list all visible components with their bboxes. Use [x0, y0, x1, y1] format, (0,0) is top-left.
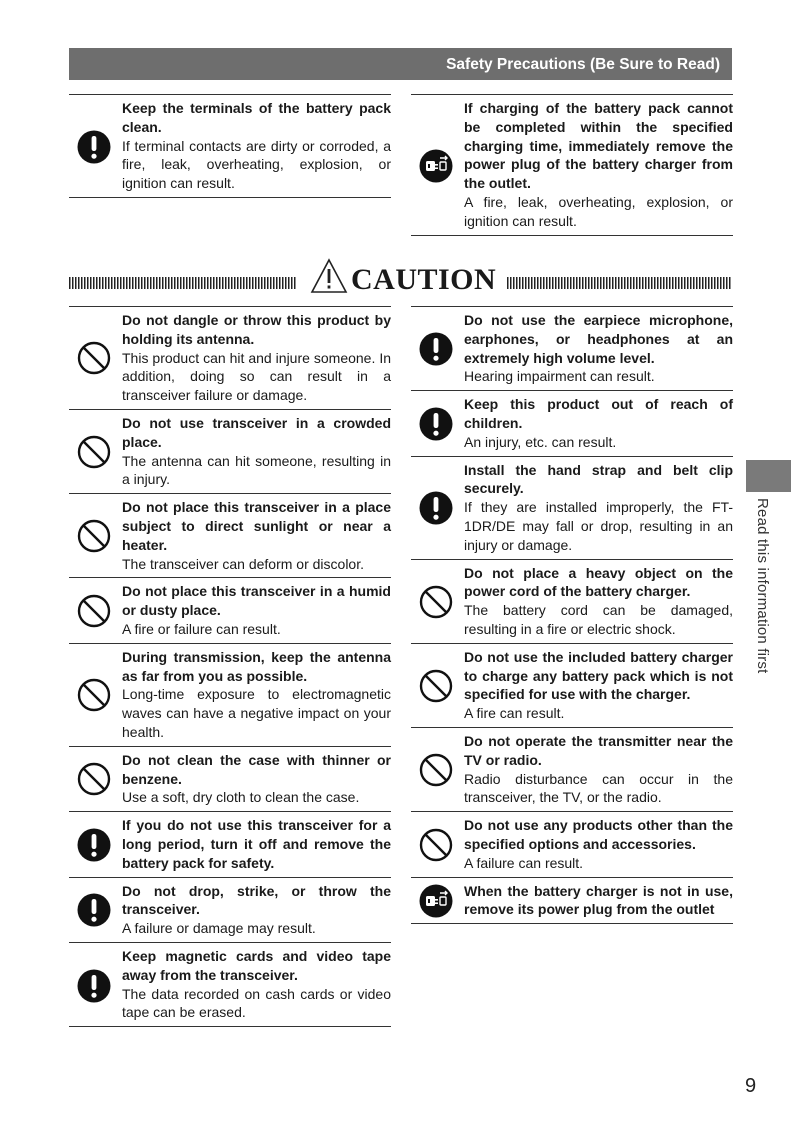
caution-right-column	[411, 306, 733, 924]
item-text	[464, 307, 733, 390]
item-body: This product can hit and injure someone. In addition, doing so can result in a transceiver failure or damage.	[122, 349, 391, 404]
caution-item	[69, 877, 391, 942]
caution-item	[411, 306, 733, 390]
caution-item	[69, 746, 391, 811]
item-text	[464, 391, 733, 455]
item-text	[464, 644, 733, 727]
item-title: Do not use the included battery charger to charge any battery pack which is not specified for use with the charger.	[464, 648, 733, 703]
item-body: A fire or failure can result.	[122, 620, 281, 637]
item-body: A fire, leak, overheating, explosion, or ignition can result.	[464, 193, 733, 229]
item-text	[122, 307, 391, 409]
side-tab-marker	[746, 460, 791, 492]
caution-item	[69, 811, 391, 876]
caution-item	[411, 811, 733, 876]
item-title: Install the hand strap and belt clip securely.	[464, 461, 733, 497]
item-body: The data recorded on cash cards or video tape can be erased.	[122, 985, 391, 1021]
item-title: Do not drop, strike, or throw the transceiver.	[122, 882, 391, 918]
caution-item	[69, 306, 391, 409]
precaution-item	[411, 94, 733, 236]
exclamation-icon	[419, 407, 453, 441]
item-title: Keep the terminals of the battery pack clean.	[122, 100, 391, 135]
caution-item	[411, 727, 733, 811]
item-text	[464, 457, 733, 559]
unplug-icon	[419, 884, 453, 918]
caution-item	[69, 643, 391, 746]
item-title: If you do not use this transceiver for a long period, turn it off and remove the battery pack for safety.	[122, 817, 391, 871]
item-title: Do not use any products other than the specified options and accessories.	[464, 817, 733, 852]
item-body: The battery cord can be damaged, resulting in a fire or electric shock.	[464, 602, 733, 637]
caution-heading: CAUTION	[351, 263, 497, 296]
exclamation-icon	[77, 130, 111, 164]
prohibition-icon	[77, 762, 111, 796]
item-text	[122, 644, 391, 746]
prohibition-icon	[419, 585, 453, 619]
prohibition-icon	[419, 753, 453, 787]
exclamation-icon	[77, 969, 111, 1003]
item-text	[464, 560, 733, 643]
caution-item	[411, 390, 733, 455]
item-text	[122, 747, 391, 811]
item-title: Do not clean the case with thinner or benzene.	[122, 751, 391, 787]
warning-triangle-icon	[310, 258, 348, 294]
caution-item	[411, 877, 733, 925]
section-title: Safety Precautions (Be Sure to Read)	[446, 56, 720, 73]
item-title: Keep magnetic cards and video tape away from the transceiver.	[122, 947, 391, 983]
item-title: Do not dangle or throw this product by holding its antenna.	[122, 312, 391, 347]
item-title: Keep this product out of reach of children.	[464, 396, 733, 431]
item-title: Do not use transceiver in a crowded place.	[122, 414, 391, 450]
item-text	[122, 95, 391, 197]
caution-item	[69, 942, 391, 1027]
prohibition-icon	[77, 341, 111, 375]
item-body: The antenna can hit someone, resulting in a injury.	[122, 452, 391, 488]
caution-item	[69, 493, 391, 577]
caution-left-column	[69, 306, 391, 1027]
unplug-icon	[419, 149, 453, 183]
caution-hatch-right	[507, 277, 732, 289]
caution-item	[69, 409, 391, 493]
caution-item	[411, 643, 733, 727]
item-body: An injury, etc. can result.	[464, 433, 617, 450]
prohibition-icon	[419, 828, 453, 862]
item-title: During transmission, keep the antenna as far from you as possible.	[122, 648, 391, 684]
item-body: The transceiver can deform or discolor.	[122, 555, 364, 572]
item-text	[122, 943, 391, 1026]
caution-item	[411, 456, 733, 559]
item-body: If terminal contacts are dirty or corroded, a fire, leak, overheating, explosion, or ignition can result.	[122, 137, 391, 192]
item-text	[122, 878, 391, 942]
top-left-column	[69, 94, 391, 198]
item-title: If charging of the battery pack cannot be completed within the specified charging time, immediately remove the power plug of the battery charger from the outlet.	[464, 100, 733, 192]
item-text	[464, 728, 733, 811]
item-title: When the battery charger is not in use, remove its power plug from the outlet	[464, 882, 733, 918]
item-title: Do not operate the transmitter near the TV or radio.	[464, 732, 733, 768]
caution-banner	[69, 258, 732, 302]
item-text	[122, 410, 391, 493]
exclamation-icon	[77, 893, 111, 927]
prohibition-icon	[77, 678, 111, 712]
item-body: A failure or damage may result.	[122, 920, 316, 937]
item-text	[464, 95, 733, 235]
precaution-item	[69, 94, 391, 198]
item-text	[122, 578, 391, 642]
caution-item	[69, 577, 391, 642]
item-text	[464, 878, 733, 924]
prohibition-icon	[77, 435, 111, 469]
item-body: If they are installed improperly, the FT-1DR/DE may fall or drop, resulting in an injury or damage.	[464, 499, 733, 553]
item-title: Do not place this transceiver in a humid or dusty place.	[122, 583, 391, 619]
item-text	[122, 812, 391, 876]
prohibition-icon	[77, 594, 111, 628]
item-title: Do not use the earpiece microphone, earphones, or headphones at an extremely high volume level.	[464, 312, 733, 366]
section-header-bar	[69, 48, 732, 80]
prohibition-icon	[419, 669, 453, 703]
item-text	[122, 494, 391, 577]
item-body: Use a soft, dry cloth to clean the case.	[122, 789, 360, 806]
item-body: Long-time exposure to electromagnetic waves can have a negative impact on your health.	[122, 686, 391, 740]
item-body: Hearing impairment can result.	[464, 368, 655, 385]
side-label: Read this information first	[754, 498, 771, 674]
exclamation-icon	[419, 491, 453, 525]
page-number: 9	[745, 1075, 757, 1097]
item-body: A fire can result.	[464, 705, 565, 722]
caution-item	[411, 559, 733, 643]
item-text	[464, 812, 733, 876]
item-body: A failure can result.	[464, 854, 584, 871]
item-body: Radio disturbance can occur in the transceiver, the TV, or the radio.	[464, 770, 733, 806]
item-title: Do not place this transceiver in a place subject to direct sunlight or near a heater.	[122, 499, 391, 553]
item-title: Do not place a heavy object on the power cord of the battery charger.	[464, 564, 733, 600]
top-right-column	[411, 94, 733, 236]
caution-hatch-left	[69, 277, 296, 289]
prohibition-icon	[77, 519, 111, 553]
exclamation-icon	[419, 332, 453, 366]
exclamation-icon	[77, 828, 111, 862]
